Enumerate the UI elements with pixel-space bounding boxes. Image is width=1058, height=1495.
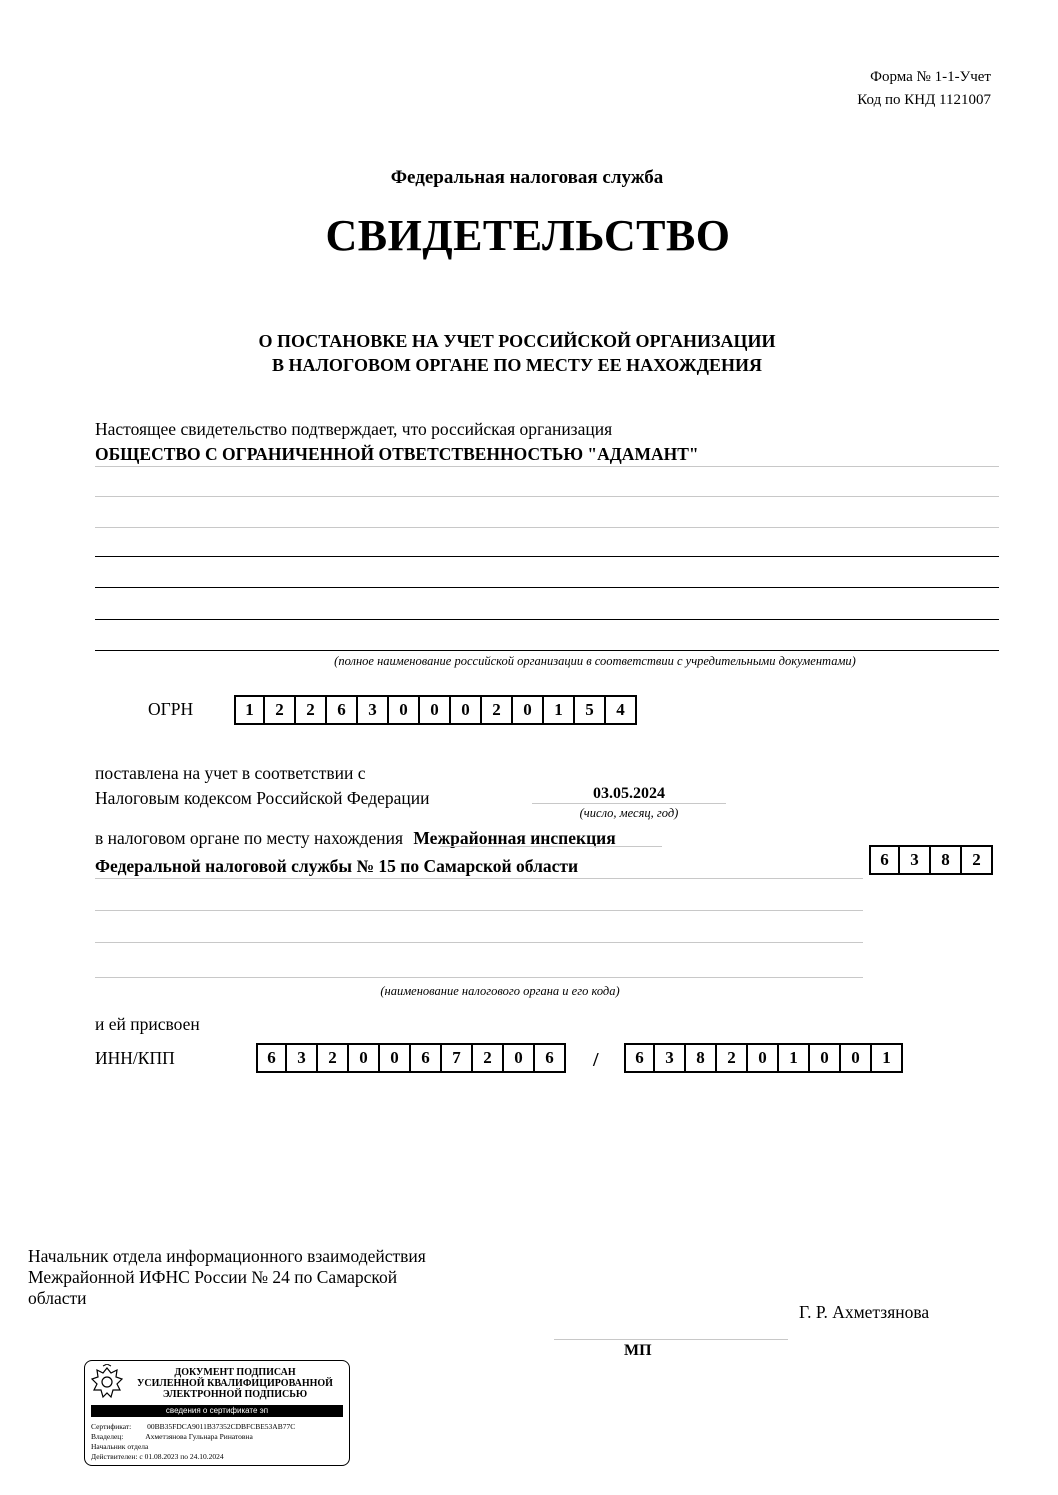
org-line-2 bbox=[95, 496, 999, 497]
subtitle-line2: В НАЛОГОВОМ ОРГАНЕ ПО МЕСТУ ЕЕ НАХОЖДЕНИЯ bbox=[272, 355, 762, 375]
stamp-valid: Действителен: с 01.08.2023 по 24.10.2024 bbox=[91, 1452, 224, 1461]
kpp-digit-2: 3 bbox=[655, 1043, 686, 1073]
tax-authority-name-part1: Межрайонная инспекция bbox=[413, 828, 616, 848]
tax-code-cells bbox=[869, 845, 993, 875]
tax-line-2 bbox=[95, 910, 863, 911]
ogrn-digit-3: 2 bbox=[296, 695, 327, 725]
ogrn-digit-9: 2 bbox=[482, 695, 513, 725]
kpp-cells bbox=[624, 1043, 903, 1073]
tax-code-digit-1: 6 bbox=[869, 845, 900, 875]
inn-digit-4: 0 bbox=[349, 1043, 380, 1073]
inn-digit-2: 3 bbox=[287, 1043, 318, 1073]
ogrn-digit-10: 0 bbox=[513, 695, 544, 725]
document-title: СВИДЕТЕЛЬСТВО bbox=[325, 211, 731, 260]
tax-code-digit-3: 8 bbox=[931, 845, 962, 875]
organization-caption: (полное наименование российской организации в соответствии с учредительными документами) bbox=[334, 654, 856, 668]
inn-digit-10: 6 bbox=[535, 1043, 566, 1073]
electronic-signature-stamp bbox=[84, 1360, 350, 1466]
ogrn-digit-5: 3 bbox=[358, 695, 389, 725]
kpp-digit-6: 1 bbox=[779, 1043, 810, 1073]
inn-digit-6: 6 bbox=[411, 1043, 442, 1073]
ogrn-digit-6: 0 bbox=[389, 695, 420, 725]
inn-digit-9: 0 bbox=[504, 1043, 535, 1073]
registration-line1: поставлена на учет в соответствии с bbox=[95, 763, 366, 783]
stamp-owner-row bbox=[91, 1432, 253, 1441]
org-line-1 bbox=[95, 466, 999, 467]
inn-digit-5: 0 bbox=[380, 1043, 411, 1073]
inn-cells bbox=[256, 1043, 566, 1073]
ogrn-digit-12: 5 bbox=[575, 695, 606, 725]
ogrn-digit-11: 1 bbox=[544, 695, 575, 725]
stamp-cert-value: 00BB35FDCA9011B37352CDBFCBE53AB77C bbox=[147, 1422, 296, 1431]
tax-line-4 bbox=[95, 977, 863, 978]
ogrn-cells bbox=[234, 695, 637, 725]
date-caption: (число, месяц, год) bbox=[579, 806, 679, 820]
org-line-3 bbox=[95, 527, 999, 528]
inn-kpp-separator: / bbox=[593, 1049, 599, 1071]
signatory-name: Г. Р. Ахметзянова bbox=[799, 1302, 930, 1322]
tax-authority-name-part2: Федеральной налоговой службы № 15 по Самарской области bbox=[95, 856, 579, 876]
org-line-6 bbox=[95, 619, 999, 620]
ogrn-digit-2: 2 bbox=[265, 695, 296, 725]
inn-digit-7: 7 bbox=[442, 1043, 473, 1073]
tax-authority-caption: (наименование налогового органа и его кода) bbox=[380, 984, 620, 998]
signature-line bbox=[554, 1339, 788, 1340]
stamp-owner-title: Начальник отдела bbox=[91, 1442, 149, 1451]
tax-authority-label-text: в налоговом органе по месту нахождения bbox=[95, 828, 404, 848]
registration-line2: Налоговым кодексом Российской Федерации bbox=[95, 788, 430, 808]
signatory-position-line1: Начальник отдела информационного взаимодействия bbox=[28, 1246, 426, 1266]
stamp-line2: УСИЛЕННОЙ КВАЛИФИЦИРОВАННОЙ bbox=[137, 1378, 333, 1389]
kpp-digit-5: 0 bbox=[748, 1043, 779, 1073]
emblem-icon bbox=[89, 1364, 125, 1402]
tax-line-0 bbox=[440, 846, 662, 847]
date-underline bbox=[532, 803, 726, 804]
org-line-4 bbox=[95, 556, 999, 557]
inn-digit-8: 2 bbox=[473, 1043, 504, 1073]
organization-name: ОБЩЕСТВО С ОГРАНИЧЕННОЙ ОТВЕТСТВЕННОСТЬЮ "АДАМАНТ" bbox=[95, 444, 699, 464]
stamp-owner-label: Владелец: bbox=[91, 1432, 124, 1441]
intro-text: Настоящее свидетельство подтверждает, что российская организация bbox=[95, 419, 613, 439]
ogrn-digit-8: 0 bbox=[451, 695, 482, 725]
tax-code-digit-4: 2 bbox=[962, 845, 993, 875]
stamp-owner-value: Ахметзянова Гульнара Ринатовна bbox=[145, 1432, 253, 1441]
tax-line-3 bbox=[95, 942, 863, 943]
kpp-digit-7: 0 bbox=[810, 1043, 841, 1073]
signatory-position-line3: области bbox=[28, 1288, 87, 1308]
org-line-5 bbox=[95, 587, 999, 588]
inn-digit-3: 2 bbox=[318, 1043, 349, 1073]
ogrn-digit-4: 6 bbox=[327, 695, 358, 725]
ogrn-digit-13: 4 bbox=[606, 695, 637, 725]
subtitle-line1: О ПОСТАНОВКЕ НА УЧЕТ РОССИЙСКОЙ ОРГАНИЗАЦИИ bbox=[258, 331, 776, 351]
knd-code: Код по КНД 1121007 bbox=[857, 92, 991, 108]
signatory-position-line2: Межрайонной ИФНС России № 24 по Самарской bbox=[28, 1267, 398, 1287]
ogrn-digit-7: 0 bbox=[420, 695, 451, 725]
stamp-cert-label: Сертификат: bbox=[91, 1422, 132, 1431]
ogrn-digit-1: 1 bbox=[234, 695, 265, 725]
kpp-digit-1: 6 bbox=[624, 1043, 655, 1073]
inn-kpp-label: ИНН/КПП bbox=[95, 1048, 175, 1068]
form-number: Форма № 1-1-Учет bbox=[870, 69, 991, 85]
kpp-digit-3: 8 bbox=[686, 1043, 717, 1073]
registration-date: 03.05.2024 bbox=[593, 785, 665, 802]
kpp-digit-4: 2 bbox=[717, 1043, 748, 1073]
seal-mark: МП bbox=[624, 1342, 652, 1359]
agency-name: Федеральная налоговая служба bbox=[390, 167, 664, 188]
tax-code-digit-2: 3 bbox=[900, 845, 931, 875]
inn-digit-1: 6 bbox=[256, 1043, 287, 1073]
stamp-line3: ЭЛЕКТРОННОЙ ПОДПИСЬЮ bbox=[162, 1389, 308, 1400]
kpp-digit-8: 0 bbox=[841, 1043, 872, 1073]
assigned-label: и ей присвоен bbox=[95, 1014, 200, 1034]
kpp-digit-9: 1 bbox=[872, 1043, 903, 1073]
stamp-line1: ДОКУМЕНТ ПОДПИСАН bbox=[174, 1367, 296, 1378]
stamp-bar: сведения о сертификате эп bbox=[91, 1405, 343, 1417]
ogrn-label: ОГРН bbox=[148, 699, 194, 719]
org-line-7 bbox=[95, 650, 999, 651]
tax-line-1 bbox=[95, 878, 863, 879]
stamp-cert-row bbox=[91, 1422, 295, 1431]
